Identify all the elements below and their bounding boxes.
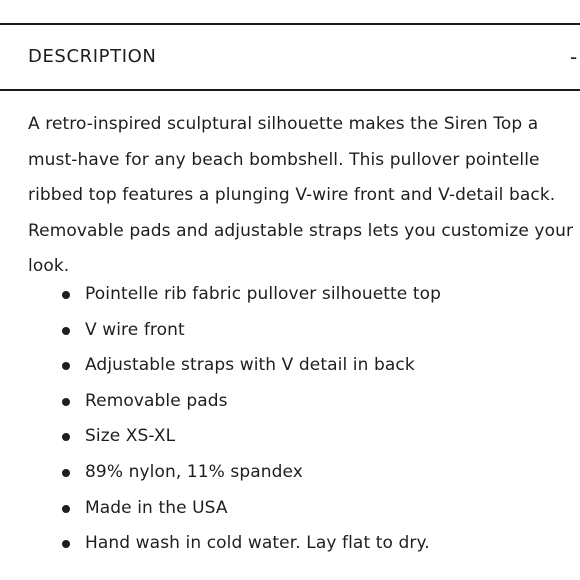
feature-text: Removable pads [85,390,228,411]
bullet-icon [62,398,70,406]
collapse-icon[interactable]: - [570,45,578,69]
bullet-icon [62,327,70,335]
feature-text: Made in the USA [85,497,228,518]
bullet-icon [62,540,70,548]
feature-text: Adjustable straps with V detail in back [85,355,415,376]
feature-item [0,277,580,313]
accordion-title: DESCRIPTION [28,46,157,67]
bullet-icon [62,433,70,441]
bullet-icon [62,291,70,299]
feature-item [0,419,580,455]
feature-text: Pointelle rib fabric pullover silhouette top [85,284,442,304]
feature-list [0,277,580,562]
bullet-icon [62,362,70,370]
feature-item [0,526,580,562]
header-divider [0,89,580,91]
feature-item [0,313,580,349]
feature-text: 89% nylon, 11% spandex [85,461,303,482]
feature-item [0,384,580,420]
feature-text: Size XS-XL [85,426,176,447]
feature-item [0,491,580,527]
bullet-icon [62,469,70,477]
feature-text: V wire front [85,319,185,340]
product-description: A retro-inspired sculptural silhouette makes the Siren Top a must-have for any beach bombshell. This pullover pointelle ribbed top features a plunging V-wire front and V-detail back. Removable pads and adjustable straps lets you customize your look. [28,114,574,276]
bullet-icon [62,505,70,513]
feature-item [0,348,580,384]
description-accordion-header[interactable] [0,25,580,89]
feature-item [0,455,580,491]
feature-text: Hand wash in cold water. Lay flat to dry. [85,533,430,554]
